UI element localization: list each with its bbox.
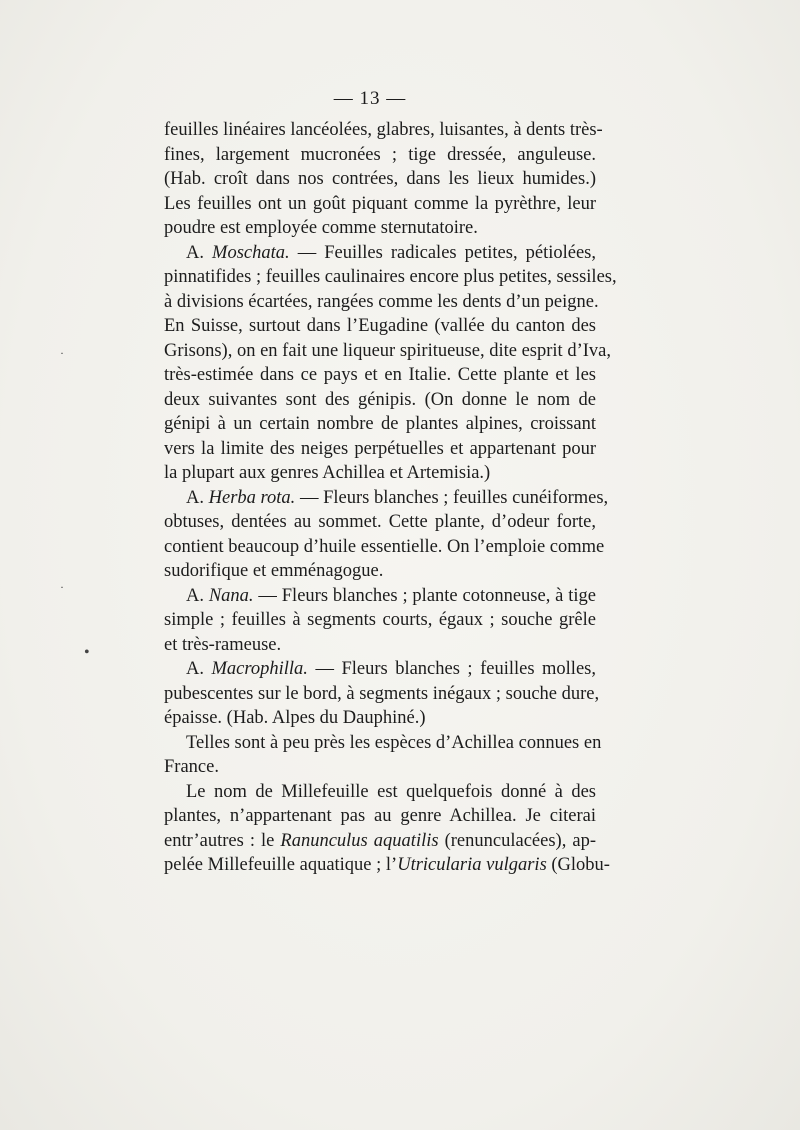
- margin-dot: ·: [60, 580, 64, 594]
- text-run: A.: [186, 242, 213, 263]
- text-line: [164, 339, 611, 364]
- text-run: — Fleurs blanches ; plante cotonneuse, à tige: [253, 585, 596, 606]
- text-run: pubescentes sur le bord, à segments inégaux ; souche dure,: [164, 683, 600, 704]
- text-run: fines, largement mucronées ; tige dressée, anguleuse.: [164, 144, 596, 165]
- text-run: pelée Millefeuille aquatique ; l’: [164, 855, 398, 875]
- text-run: (Hab. croît dans nos contrées, dans les lieux humides.): [164, 169, 596, 189]
- text-line: [164, 682, 600, 707]
- text-line: [164, 363, 596, 388]
- text-line: [164, 731, 602, 756]
- text-run: obtuses, dentées au sommet. Cette plante, d’odeur forte,: [164, 512, 596, 532]
- text-run: Les feuilles ont un goût piquant comme la pyrèthre, leur: [164, 193, 596, 214]
- text-run: épaisse. (Hab. Alpes du Dauphiné.): [164, 708, 426, 728]
- text-line: [164, 143, 596, 168]
- text-line: [164, 584, 596, 609]
- text-run: — Fleurs blanches ; feuilles molles,: [307, 659, 596, 679]
- text-line: [164, 535, 605, 560]
- text-line: [164, 780, 596, 805]
- text-run: Le nom de Millefeuille est quelquefois donné à des: [186, 781, 596, 802]
- text-line: [164, 608, 596, 633]
- text-line: [164, 706, 596, 731]
- text-run: génipi à un certain nombre de plantes alpines, croissant: [164, 414, 596, 434]
- text-run: poudre est employée comme sternutatoire.: [164, 218, 478, 238]
- margin-dot: ·: [60, 346, 64, 360]
- text-run: pinnatifides ; feuilles caulinaires encore plus petites, sessiles,: [164, 267, 617, 287]
- text-run: En Suisse, surtout dans l’Eugadine (vallée du canton des: [164, 316, 596, 336]
- text-line: [164, 657, 596, 682]
- text-run: très-estimée dans ce pays et en Italie. Cette plante et les: [164, 365, 596, 385]
- page-number: — 13 —: [333, 88, 407, 109]
- text-run: contient beaucoup d’huile essentielle. On l’emploie comme: [164, 536, 605, 557]
- text-run: — Fleurs blanches ; feuilles cunéiformes,: [295, 487, 609, 508]
- text-run: à divisions écartées, rangées comme les dents d’un peigne.: [164, 291, 599, 312]
- text-line: [164, 412, 596, 437]
- text-run: A.: [186, 659, 212, 679]
- italic-term: Moschata.: [212, 242, 290, 263]
- text-run: vers la limite des neiges perpétuelles et appartenant pour: [164, 438, 596, 459]
- text-run: sudorifique et emménagogue.: [164, 561, 384, 581]
- text-line: [164, 192, 596, 217]
- margin-bullet: •: [84, 644, 90, 661]
- italic-term: Utricularia vulgaris: [397, 855, 547, 875]
- text-run: feuilles linéaires lancéolées, glabres, luisantes, à dents très-: [164, 120, 603, 140]
- italic-term: Nana.: [208, 585, 254, 606]
- italic-term: Macrophilla.: [211, 659, 308, 679]
- text-line: [164, 290, 599, 315]
- text-run: Grisons), on en fait une liqueur spiritueuse, dite esprit d’Iva,: [164, 340, 611, 361]
- text-run: entr’autres : le: [164, 830, 281, 851]
- text-line: [164, 804, 596, 829]
- text-run: (Globu-: [546, 855, 610, 875]
- text-run: — Feuilles radicales petites, pétiolées,: [289, 242, 596, 263]
- text-line: [164, 216, 596, 241]
- text-run: et très-rameuse.: [164, 634, 282, 655]
- text-line: [164, 461, 596, 486]
- text-line: [164, 755, 596, 780]
- italic-term: Ranunculus aquatilis: [280, 830, 439, 851]
- text-line: [164, 633, 596, 658]
- text-line: [164, 559, 596, 584]
- italic-term: Herba rota.: [208, 487, 296, 508]
- text-line: [164, 510, 596, 535]
- text-run: A.: [186, 585, 209, 606]
- text-run: Telles sont à peu près les espèces d’Achillea connues en: [186, 732, 602, 753]
- body-text: [164, 118, 617, 878]
- text-run: plantes, n’appartenant pas au genre Achillea. Je citerai: [164, 806, 596, 826]
- text-run: (renunculacées), ap-: [438, 830, 596, 851]
- text-line: [164, 829, 596, 854]
- text-line: [164, 241, 596, 266]
- text-line: [164, 388, 596, 413]
- text-run: simple ; feuilles à segments courts, égaux ; souche grêle: [164, 610, 596, 630]
- text-line: [164, 265, 617, 290]
- text-run: A.: [186, 487, 209, 508]
- text-line: [164, 437, 596, 462]
- text-line: [164, 853, 610, 878]
- text-line: [164, 167, 596, 192]
- text-line: [164, 118, 603, 143]
- text-run: France.: [164, 757, 219, 777]
- text-line: [164, 486, 609, 511]
- text-line: [164, 314, 596, 339]
- text-run: la plupart aux genres Achillea et Artemisia.): [164, 463, 491, 483]
- text-run: deux suivantes sont des génipis. (On donne le nom de: [164, 389, 596, 410]
